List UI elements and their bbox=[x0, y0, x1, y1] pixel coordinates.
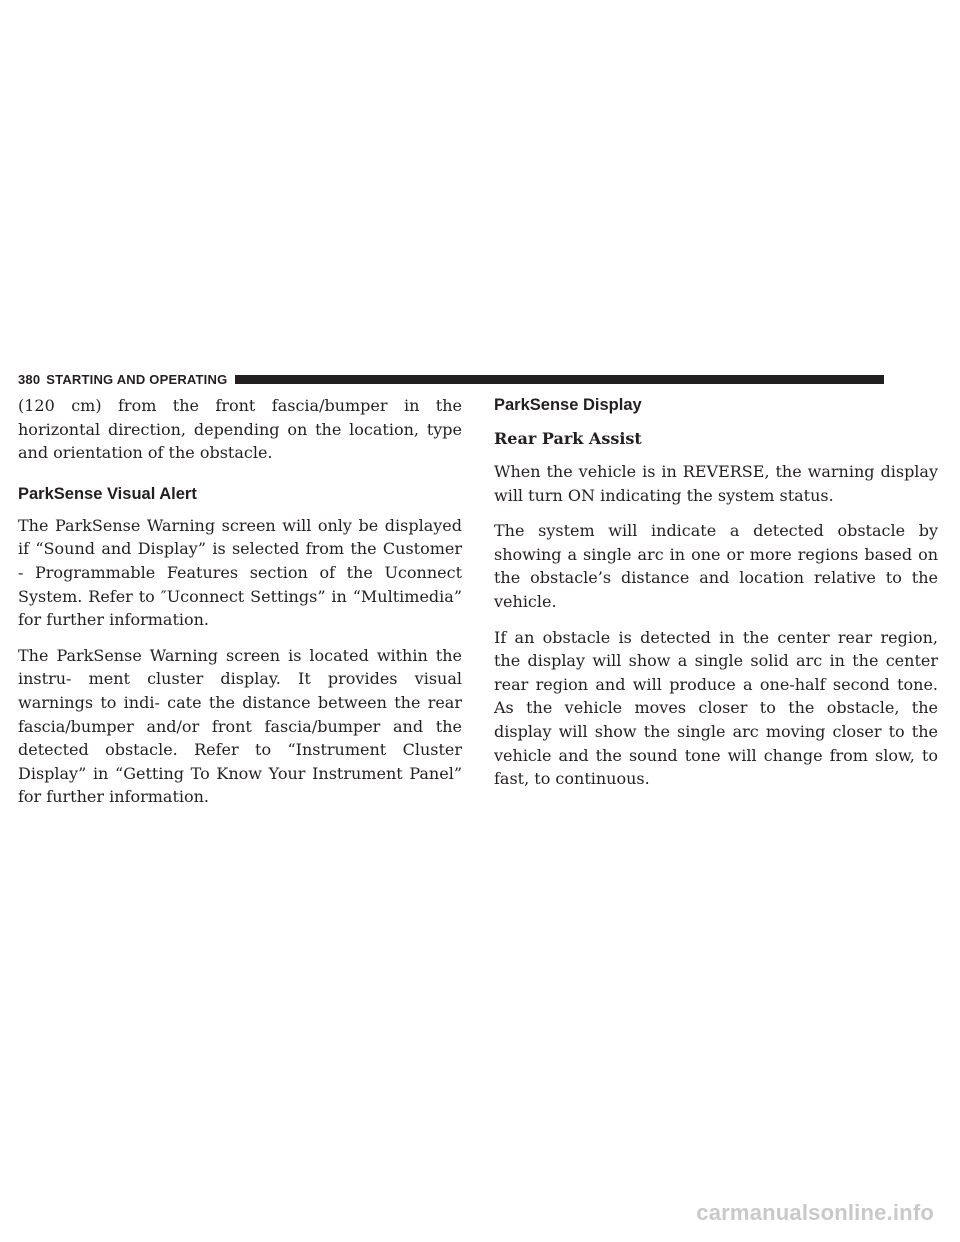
subheading: Rear Park Assist bbox=[494, 429, 642, 448]
section-title: STARTING AND OPERATING bbox=[46, 371, 228, 387]
paragraph: (120 cm) from the front fascia/bumper in the horizontal direction, depending on the location, type and orientation of the obstacle. bbox=[18, 396, 462, 463]
paragraph: When the vehicle is in REVERSE, the warning display will turn ON indicating the system status. bbox=[494, 462, 938, 505]
paragraph: The ParkSense Warning screen will only be displayed if “Sound and Display” is selected from the Customer - Programmable Features section of the Uconnect System. Refer to ″Uconnect Settings” in “Multimedia” for further information. bbox=[18, 515, 462, 630]
right-column bbox=[494, 394, 938, 803]
section-heading: ParkSense Display bbox=[494, 396, 642, 414]
section-heading: ParkSense Visual Alert bbox=[18, 484, 197, 503]
left-column bbox=[18, 394, 462, 821]
header-rule bbox=[235, 375, 884, 384]
watermark-link[interactable]: carmanualsonline.info bbox=[696, 1200, 934, 1225]
paragraph: If an obstacle is detected in the center rear region, the display will show a single solid arc in the center rear region and will produce a one-half second tone. As the vehicle moves closer to the obstacle, the display will show the single arc moving closer to the vehicle and the sound tone will change from slow, to fast, to continuous. bbox=[494, 627, 938, 789]
paragraph: The system will indicate a detected obstacle by showing a single arc in one or more regions based on the obstacle’s distance and location relative to the vehicle. bbox=[494, 521, 938, 611]
page-number: 380 bbox=[18, 371, 41, 387]
paragraph: The ParkSense Warning screen is located within the instru- ment cluster display. It provides visual warnings to indi- cate the distance between the rear fascia/bumper and/or front fascia/bumper and the detected obstacle. Refer to “Instrument Cluster Display” in “Getting To Know Your Instrument Panel” for further information. bbox=[18, 645, 462, 807]
page-header bbox=[18, 370, 884, 388]
